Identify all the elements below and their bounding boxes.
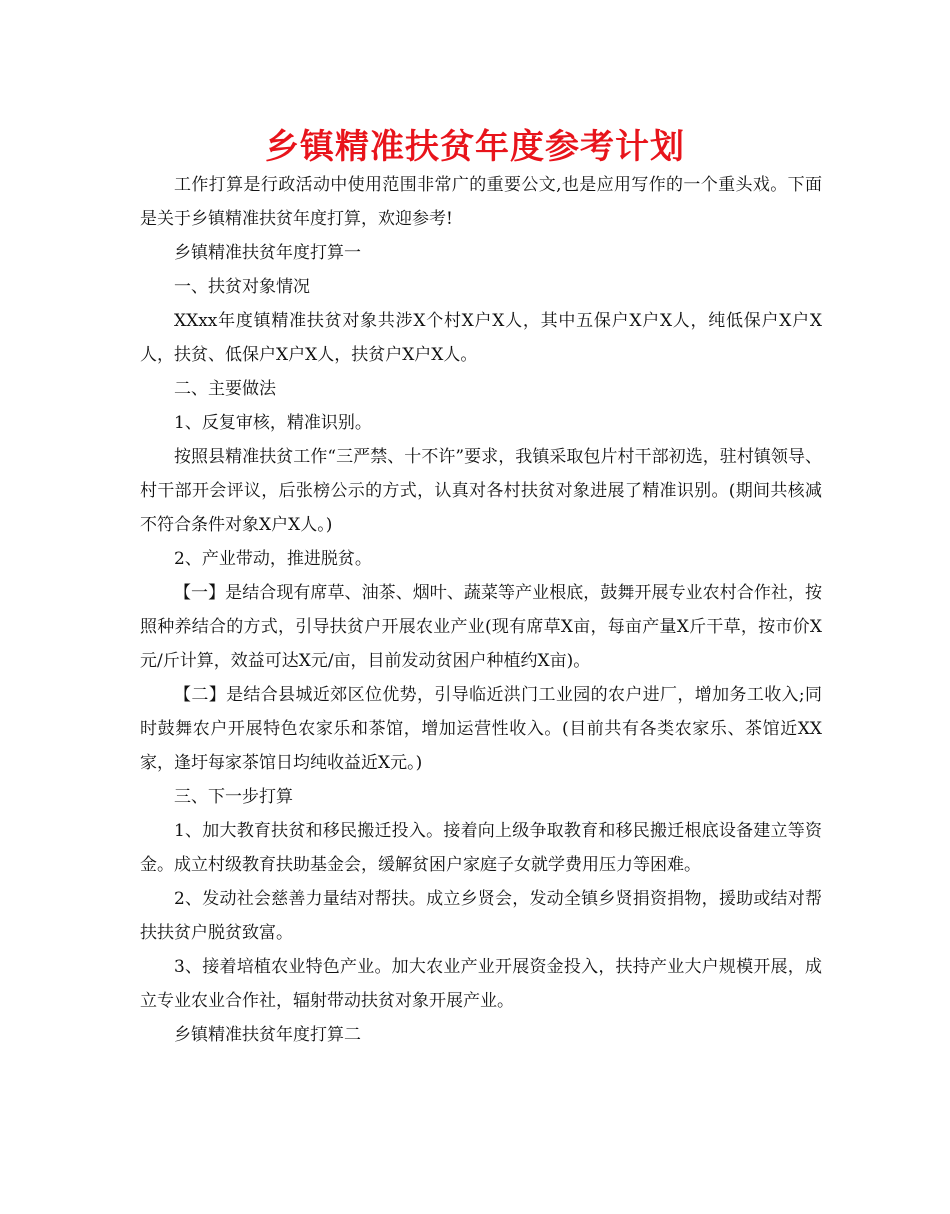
paragraph-next-step-2: 2、发动社会慈善力量结对帮扶。成立乡贤会，发动全镇乡贤捐资捐物，援助或结对帮扶扶贫户脱贫致富。 [140, 889, 822, 943]
section-heading-plan-one: 乡镇精准扶贫年度打算一 [174, 243, 361, 263]
paragraph-review-identify: 按照县精准扶贫工作“三严禁、十不许”要求，我镇采取包片村干部初选，驻村镇领导、村干部开会评议，后张榜公示的方式，认真对各村扶贫对象进展了精准识别。(期间共核减不符合条件对象X户X人。) [140, 447, 822, 535]
heading-poverty-targets: 一、扶贫对象情况 [174, 277, 310, 297]
intro-paragraph: 工作打算是行政活动中使用范围非常广的重要公文,也是应用写作的一个重头戏。下面是关于乡镇精准扶贫年度打算，欢迎参考! [140, 175, 822, 229]
paragraph-industry-two: 【二】是结合县城近郊区位优势，引导临近洪门工业园的农户进厂，增加务工收入;同时鼓舞农户开展特色农家乐和茶馆，增加运营性收入。(目前共有各类农家乐、茶馆近XX家，逢圩每家茶馆日均纯收益近X元。) [140, 685, 822, 773]
subheading-review-identify: 1、反复审核，精准识别。 [174, 413, 372, 433]
document-body [140, 168, 822, 1052]
paragraph-poverty-targets: XXxx年度镇精准扶贫对象共涉X个村X户X人，其中五保户X户X人，纯低保户X户X人，扶贫、低保户X户X人，扶贫户X户X人。 [140, 311, 822, 365]
heading-next-steps: 三、下一步打算 [174, 787, 293, 807]
section-heading-plan-two: 乡镇精准扶贫年度打算二 [174, 1025, 361, 1045]
document-title: 乡镇精准扶贫年度参考计划 [265, 127, 685, 167]
paragraph-industry-one: 【一】是结合现有席草、油茶、烟叶、蔬菜等产业根底，鼓舞开展专业农村合作社，按照种养结合的方式，引导扶贫户开展农业产业(现有席草X亩，每亩产量X斤干草，按市价X元/斤计算，效益可达X元/亩，目前发动贫困户种植约X亩)。 [140, 583, 822, 671]
subheading-industry-drive: 2、产业带动，推进脱贫。 [174, 549, 372, 569]
paragraph-next-step-3: 3、接着培植农业特色产业。加大农业产业开展资金投入，扶持产业大户规模开展，成立专业农业合作社，辐射带动扶贫对象开展产业。 [140, 957, 822, 1011]
paragraph-next-step-1: 1、加大教育扶贫和移民搬迁投入。接着向上级争取教育和移民搬迁根底设备建立等资金。成立村级教育扶助基金会，缓解贫困户家庭子女就学费用压力等困难。 [140, 821, 822, 875]
heading-main-practices: 二、主要做法 [174, 379, 276, 399]
